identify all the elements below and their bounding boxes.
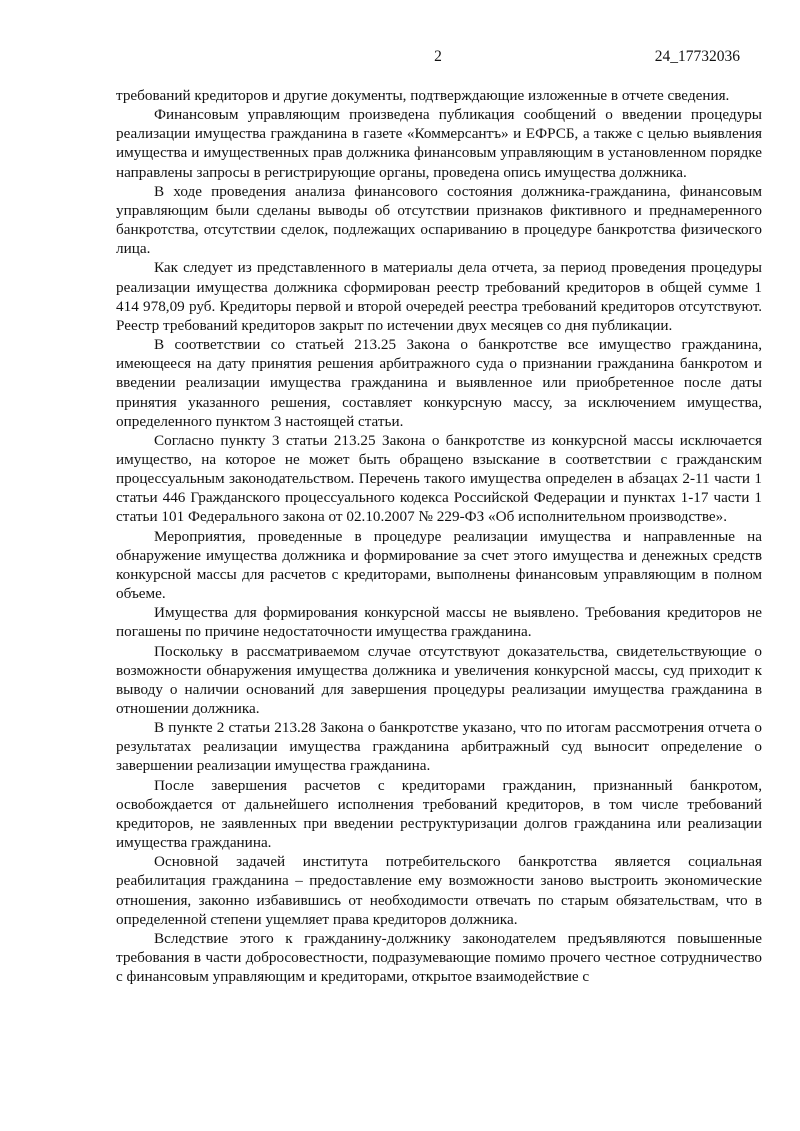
document-body: [116, 86, 762, 986]
paragraph: Согласно пункту 3 статьи 213.25 Закона о банкротстве из конкурсной массы исключается имущество, на которое не может быть обращено взыскание в соответствии с гражданским процессуальным законодательством. Перечень такого имущества определен в абзацах 2-11 части 1 статьи 446 Гражданского процессуального кодекса Российской Федерации и пунктах 1-17 части 1 статьи 101 Федерального закона от 02.10.2007 № 229-ФЗ «Об исполнительном производстве».: [116, 431, 762, 526]
paragraph: В ходе проведения анализа финансового состояния должника-гражданина, финансовым управляющим были сделаны выводы об отсутствии признаков фиктивного и преднамеренного банкротства, отсутствии сделок, подлежащих оспариванию в процедуре банкротства физического лица.: [116, 182, 762, 258]
paragraph: Поскольку в рассматриваемом случае отсутствуют доказательства, свидетельствующие о возможности обнаружения имущества должника и увеличения конкурсной массы, суд приходит к выводу о наличии оснований для завершения процедуры реализации имущества гражданина в отношении должника.: [116, 642, 762, 717]
paragraph: Финансовым управляющим произведена публикация сообщений о введении процедуры реализации имущества гражданина в газете «Коммерсантъ» и ЕФРСБ, а также с целью выявления имущества и имущественных прав должника финансовым управляющим в установленном порядке направлены запросы в регистрирующие органы, проведена опись имущества должника.: [116, 106, 762, 181]
paragraph: В соответствии со статьей 213.25 Закона о банкротстве все имущество гражданина, имеющееся на дату принятия решения арбитражного суда о признании гражданина банкротом и введении реализации имущества гражданина и выявленное или приобретенное после даты принятия указанного решения, составляет конкурсную массу, за исключением имущества, определенного пунктом 3 настоящей статьи.: [116, 336, 762, 430]
page-number: 2: [434, 48, 442, 65]
paragraph-continuation: требований кредиторов и другие документы, подтверждающие изложенные в отчете сведения.: [116, 87, 730, 104]
paragraph: Имущества для формирования конкурсной массы не выявлено. Требования кредиторов не погашены по причине недостаточности имущества гражданина.: [116, 604, 762, 641]
paragraph: Мероприятия, проведенные в процедуре реализации имущества и направленные на обнаружение имущества должника и формирование за счет этого имущества и денежных средств конкурсной массы для расчетов с кредиторами, выполнены финансовым управляющим в полном объеме.: [116, 527, 762, 603]
paragraph: Вследствие этого к гражданину-должнику законодателем предъявляются повышенные требования в части добросовестности, подразумевающие помимо прочего честное сотрудничество с финансовым управляющим и кредиторами, открытое взаимодействие с: [116, 929, 762, 986]
paragraph: Как следует из представленного в материалы дела отчета, за период проведения процедуры реализации имущества должника сформирован реестр требований кредиторов в общей сумме 1 414 978,09 руб. Кредиторы первой и второй очередей реестра требований кредиторов отсутствуют. Реестр требований кредиторов закрыт по истечении двух месяцев со дня публикации.: [116, 259, 762, 334]
case-number: 24_17732036: [654, 48, 740, 65]
paragraph: После завершения расчетов с кредиторами гражданин, признанный банкротом, освобождается от дальнейшего исполнения требований кредиторов, в том числе требований кредиторов, не заявленных при введении реструктуризации долгов гражданина или реализации имущества гражданина.: [116, 776, 762, 852]
paragraph: Основной задачей института потребительского банкротства является социальная реабилитация гражданина – предоставление ему возможности заново выстроить экономические отношения, законно избавившись от необходимости отвечать по старым обязательствам, что в определенной степени ущемляет права кредиторов должника.: [116, 853, 762, 928]
paragraph: В пункте 2 статьи 213.28 Закона о банкротстве указано, что по итогам рассмотрения отчета о результатах реализации имущества гражданина арбитражный суд выносит определение о завершении реализации имущества гражданина.: [116, 719, 762, 775]
